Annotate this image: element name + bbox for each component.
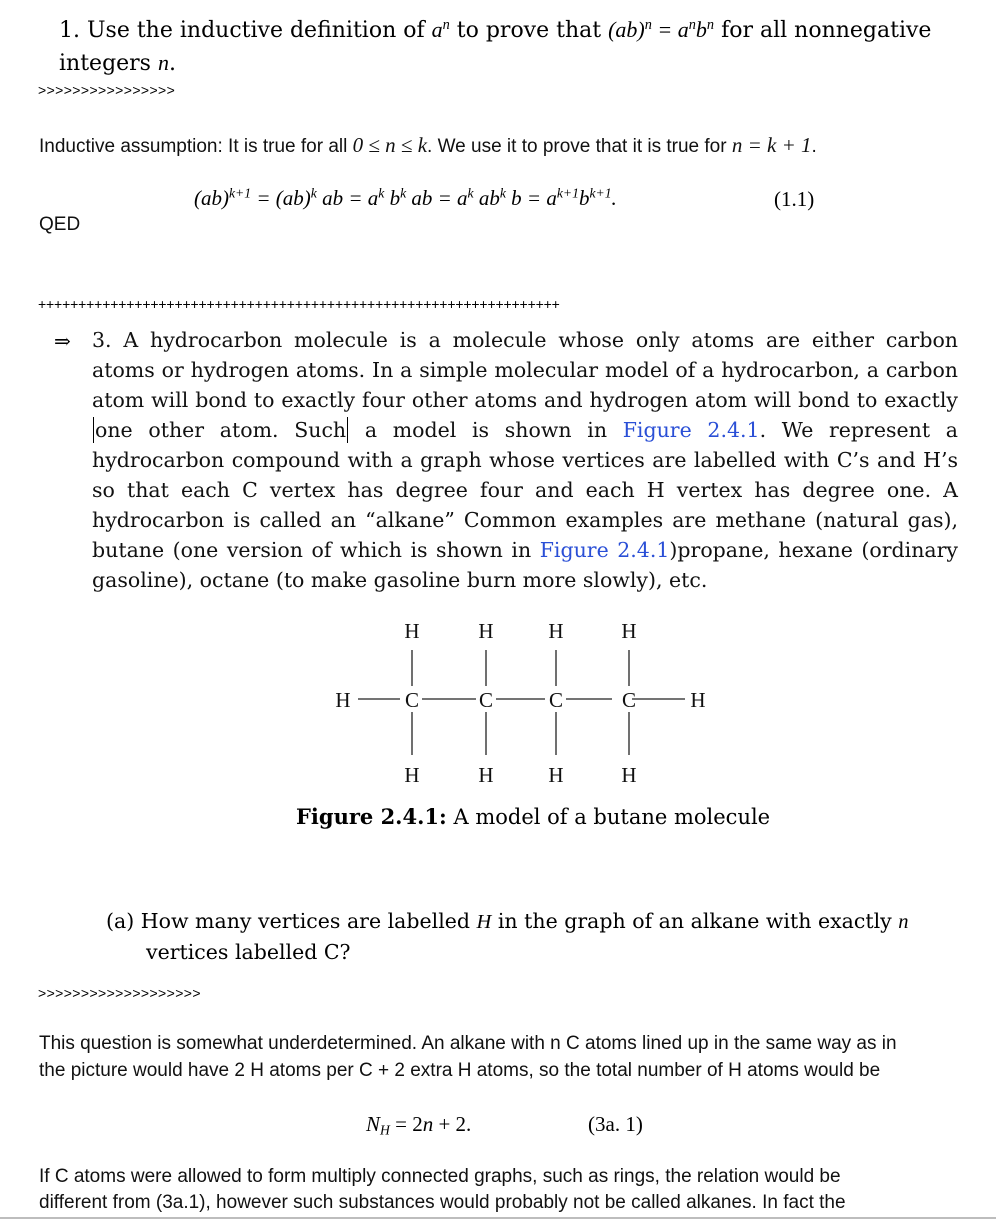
question-a-line-2: vertices labelled C? [146, 940, 351, 964]
problem-1-line-2: integers n. [59, 50, 176, 76]
math-range: 0 ≤ n ≤ k [352, 133, 428, 157]
math-identity: $(ab)^n = a^nb^n$ [608, 17, 715, 42]
atom-h-top-4: H [621, 619, 637, 643]
question-a-label: (a) [106, 909, 135, 933]
equation-1-1-tag: (1.1) [774, 187, 815, 211]
equation-3a1-tag: (3a. 1) [588, 1112, 643, 1136]
bottom-divider [0, 1217, 996, 1219]
answer-line-3: If C atoms were allowed to form multiply connected graphs, such as rings, the relation would be [39, 1166, 841, 1187]
induction-assumption: Inductive assumption: It is true for all 0 ≤ n ≤ k. We use it to prove that it is true for n = k + 1. [39, 133, 817, 157]
figure-caption-text: A model of a butane molecule [453, 805, 771, 829]
atom-h-bottom-2: H [478, 763, 494, 787]
atom-h-bottom-4: H [621, 763, 637, 787]
figure-link[interactable]: Figure 2.4.1 [622, 418, 760, 442]
separator-arrows-2: >>>>>>>>>>>>>>>>>>> [38, 985, 201, 1001]
problem-number: 1. [59, 18, 80, 43]
atom-h-bottom-3: H [548, 763, 564, 787]
equation-nh: $N_H = 2n + 2$. [366, 1112, 472, 1138]
math-H: H [476, 911, 492, 933]
text-cursor [93, 417, 94, 443]
problem-1-statement [59, 14, 931, 47]
question-a: (a) How many vertices are labelled H in the graph of an alkane with exactly n [106, 909, 909, 933]
answer-line-4: different from (3a.1), however such substances would probably not be called alkanes. In fact the [39, 1192, 846, 1213]
atom-h-left: H [335, 688, 351, 712]
answer-line-2: the picture would have 2 H atoms per C + 2 extra H atoms, so the total number of H atoms would be [39, 1060, 881, 1081]
separator-plus: +++++++++++++++++++++++++++++++++++++++++++++++++++++++++++++++++ [38, 296, 560, 312]
problem-1-text-b: to prove that [449, 18, 609, 43]
figure-caption [296, 804, 770, 829]
text-cursor [347, 417, 348, 443]
atom-c-1: C [404, 688, 419, 712]
atom-h-top-3: H [548, 619, 564, 643]
figure-caption-label: Figure 2.4.1: [296, 804, 447, 829]
arrow-marker: ⇒ [54, 329, 71, 353]
atom-h-right: H [690, 688, 706, 712]
math-n: n [157, 50, 169, 75]
atom-c-3: C [548, 688, 563, 712]
math-n: n [898, 911, 909, 933]
atom-h-top-2: H [478, 619, 494, 643]
qed-label: QED [39, 214, 81, 235]
math-n-eq-k1: n = k + 1 [731, 133, 812, 157]
equation-1-1: (ab)$^{k+1}$ = (ab)$^k$ ab = $a^k$ $b^k$ ab = $a^k$ $ab^k$ $b = a^{k+1}b^{k+1}$. [194, 185, 617, 210]
problem-3-paragraph: 3. A hydrocarbon molecule is a molecule whose only atoms are either carbon atoms or hydrogen atoms. In a simple molecular model of a hydrocarbon, a carbon atom will bond to exactly four other atoms and hydrogen atom will bond to exactly one other atom. Such a model is shown in Figure 2.4.1. We represent a hydrocarbon compound with a graph whose vertices are labelled with C’s and H’s so that each C vertex has degree four and each H vertex has degree one. A hydrocarbon is called an “alkane” Common examples are methane (natural gas), butane (one version of which is shown in Figure 2.4.1)propane, hexane (ordinary gasoline), octane (to make gasoline burn more slowly), etc. [92, 328, 959, 592]
problem-1-text-c: for all nonnegative [714, 18, 932, 43]
separator-arrows: >>>>>>>>>>>>>>>> [38, 82, 176, 98]
atom-c-4: C [621, 688, 636, 712]
figure-link-2[interactable]: Figure 2.4.1 [539, 538, 670, 562]
answer-line-1: This question is somewhat underdetermined. An alkane with n C atoms lined up in the same way as in [39, 1033, 897, 1054]
problem-1-text-a: Use the inductive definition of [87, 18, 432, 43]
atom-c-2: C [478, 688, 493, 712]
atom-h-top-1: H [404, 619, 420, 643]
problem-3-number: 3. [92, 328, 112, 352]
math-a-n: $a^n$ [431, 17, 450, 42]
atom-h-bottom-1: H [404, 763, 420, 787]
